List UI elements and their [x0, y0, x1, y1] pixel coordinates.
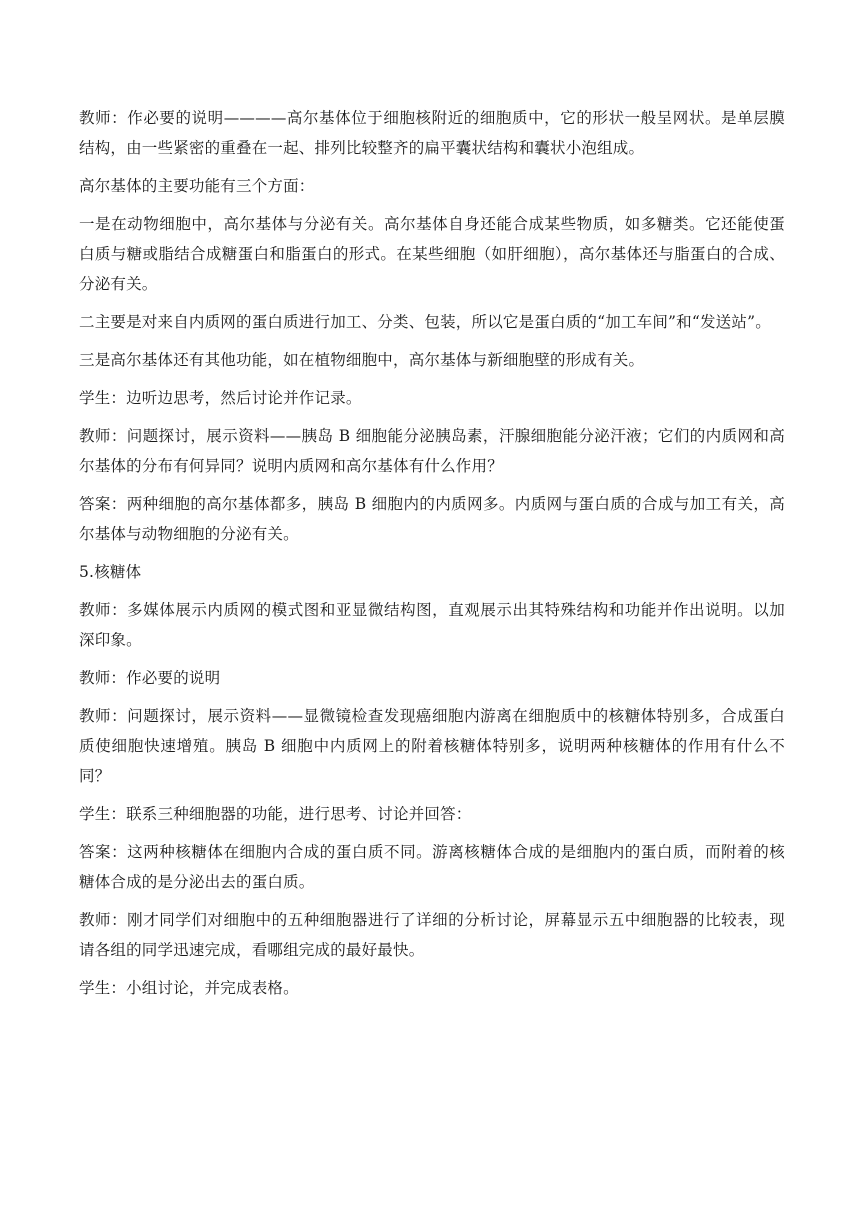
paragraph-golgi-function-one: 一是在动物细胞中，高尔基体与分泌有关。高尔基体自身还能合成某些物质，如多糖类。它还能使蛋白质与糖或脂结合成糖蛋白和脂蛋白的形式。在某些细胞（如肝细胞），高尔基体还与脂蛋白的合成、分泌有关。	[79, 215, 785, 293]
paragraph-teacher-question-islet: 教师：问题探讨，展示资料——胰岛 B 细胞能分泌胰岛素，汗腺细胞能分泌汗液；它们的内质网和高尔基体的分布有何异同？说明内质网和高尔基体有什么作用？	[79, 427, 785, 475]
paragraph-answer-islet: 答案：两种细胞的高尔基体都多，胰岛 B 细胞内的内质网多。内质网与蛋白质的合成与加工有关，高尔基体与动物细胞的分泌有关。	[79, 495, 785, 543]
paragraph-student-discuss: 学生：联系三种细胞器的功能，进行思考、讨论并回答：	[79, 805, 472, 823]
paragraph-teacher-explain: 教师：作必要的说明	[79, 669, 221, 687]
paragraph-golgi-functions-heading: 高尔基体的主要功能有三个方面：	[79, 177, 315, 195]
paragraph-teacher-question-ribosome: 教师：问题探讨，展示资料——显微镜检查发现癌细胞内游离在细胞质中的核糖体特别多，合成蛋白质使细胞快速增殖。胰岛 B 细胞中内质网上的附着核糖体特别多，说明两种核糖体的作用有什么不同？	[79, 707, 785, 785]
paragraph-teacher-comparison-table: 教师：刚才同学们对细胞中的五种细胞器进行了详细的分析讨论，屏幕显示五中细胞器的比较表，现请各组的同学迅速完成，看哪组完成的最好最快。	[79, 911, 785, 959]
document-body	[79, 103, 785, 1011]
section-heading-ribosome: 5.核糖体	[79, 563, 142, 581]
paragraph-golgi-function-two: 二主要是对来自内质网的蛋白质进行加工、分类、包装，所以它是蛋白质的“加工车间”和“发送站”。	[79, 313, 771, 331]
paragraph-answer-ribosome: 答案：这两种核糖体在细胞内合成的蛋白质不同。游离核糖体合成的是细胞内的蛋白质，而附着的核糖体合成的是分泌出去的蛋白质。	[79, 843, 785, 891]
paragraph-golgi-function-three: 三是高尔基体还有其他功能，如在植物细胞中，高尔基体与新细胞壁的形成有关。	[79, 351, 645, 369]
paragraph-student-group: 学生：小组讨论，并完成表格。	[79, 979, 299, 997]
paragraph-student-listen: 学生：边听边思考，然后讨论并作记录。	[79, 389, 362, 407]
paragraph-teacher-multimedia: 教师：多媒体展示内质网的模式图和亚显微结构图，直观展示出其特殊结构和功能并作出说明。以加深印象。	[79, 601, 785, 649]
paragraph-teacher-golgi-intro: 教师：作必要的说明————高尔基体位于细胞核附近的细胞质中，它的形状一般呈网状。是单层膜结构，由一些紧密的重叠在一起、排列比较整齐的扁平囊状结构和囊状小泡组成。	[79, 109, 785, 157]
